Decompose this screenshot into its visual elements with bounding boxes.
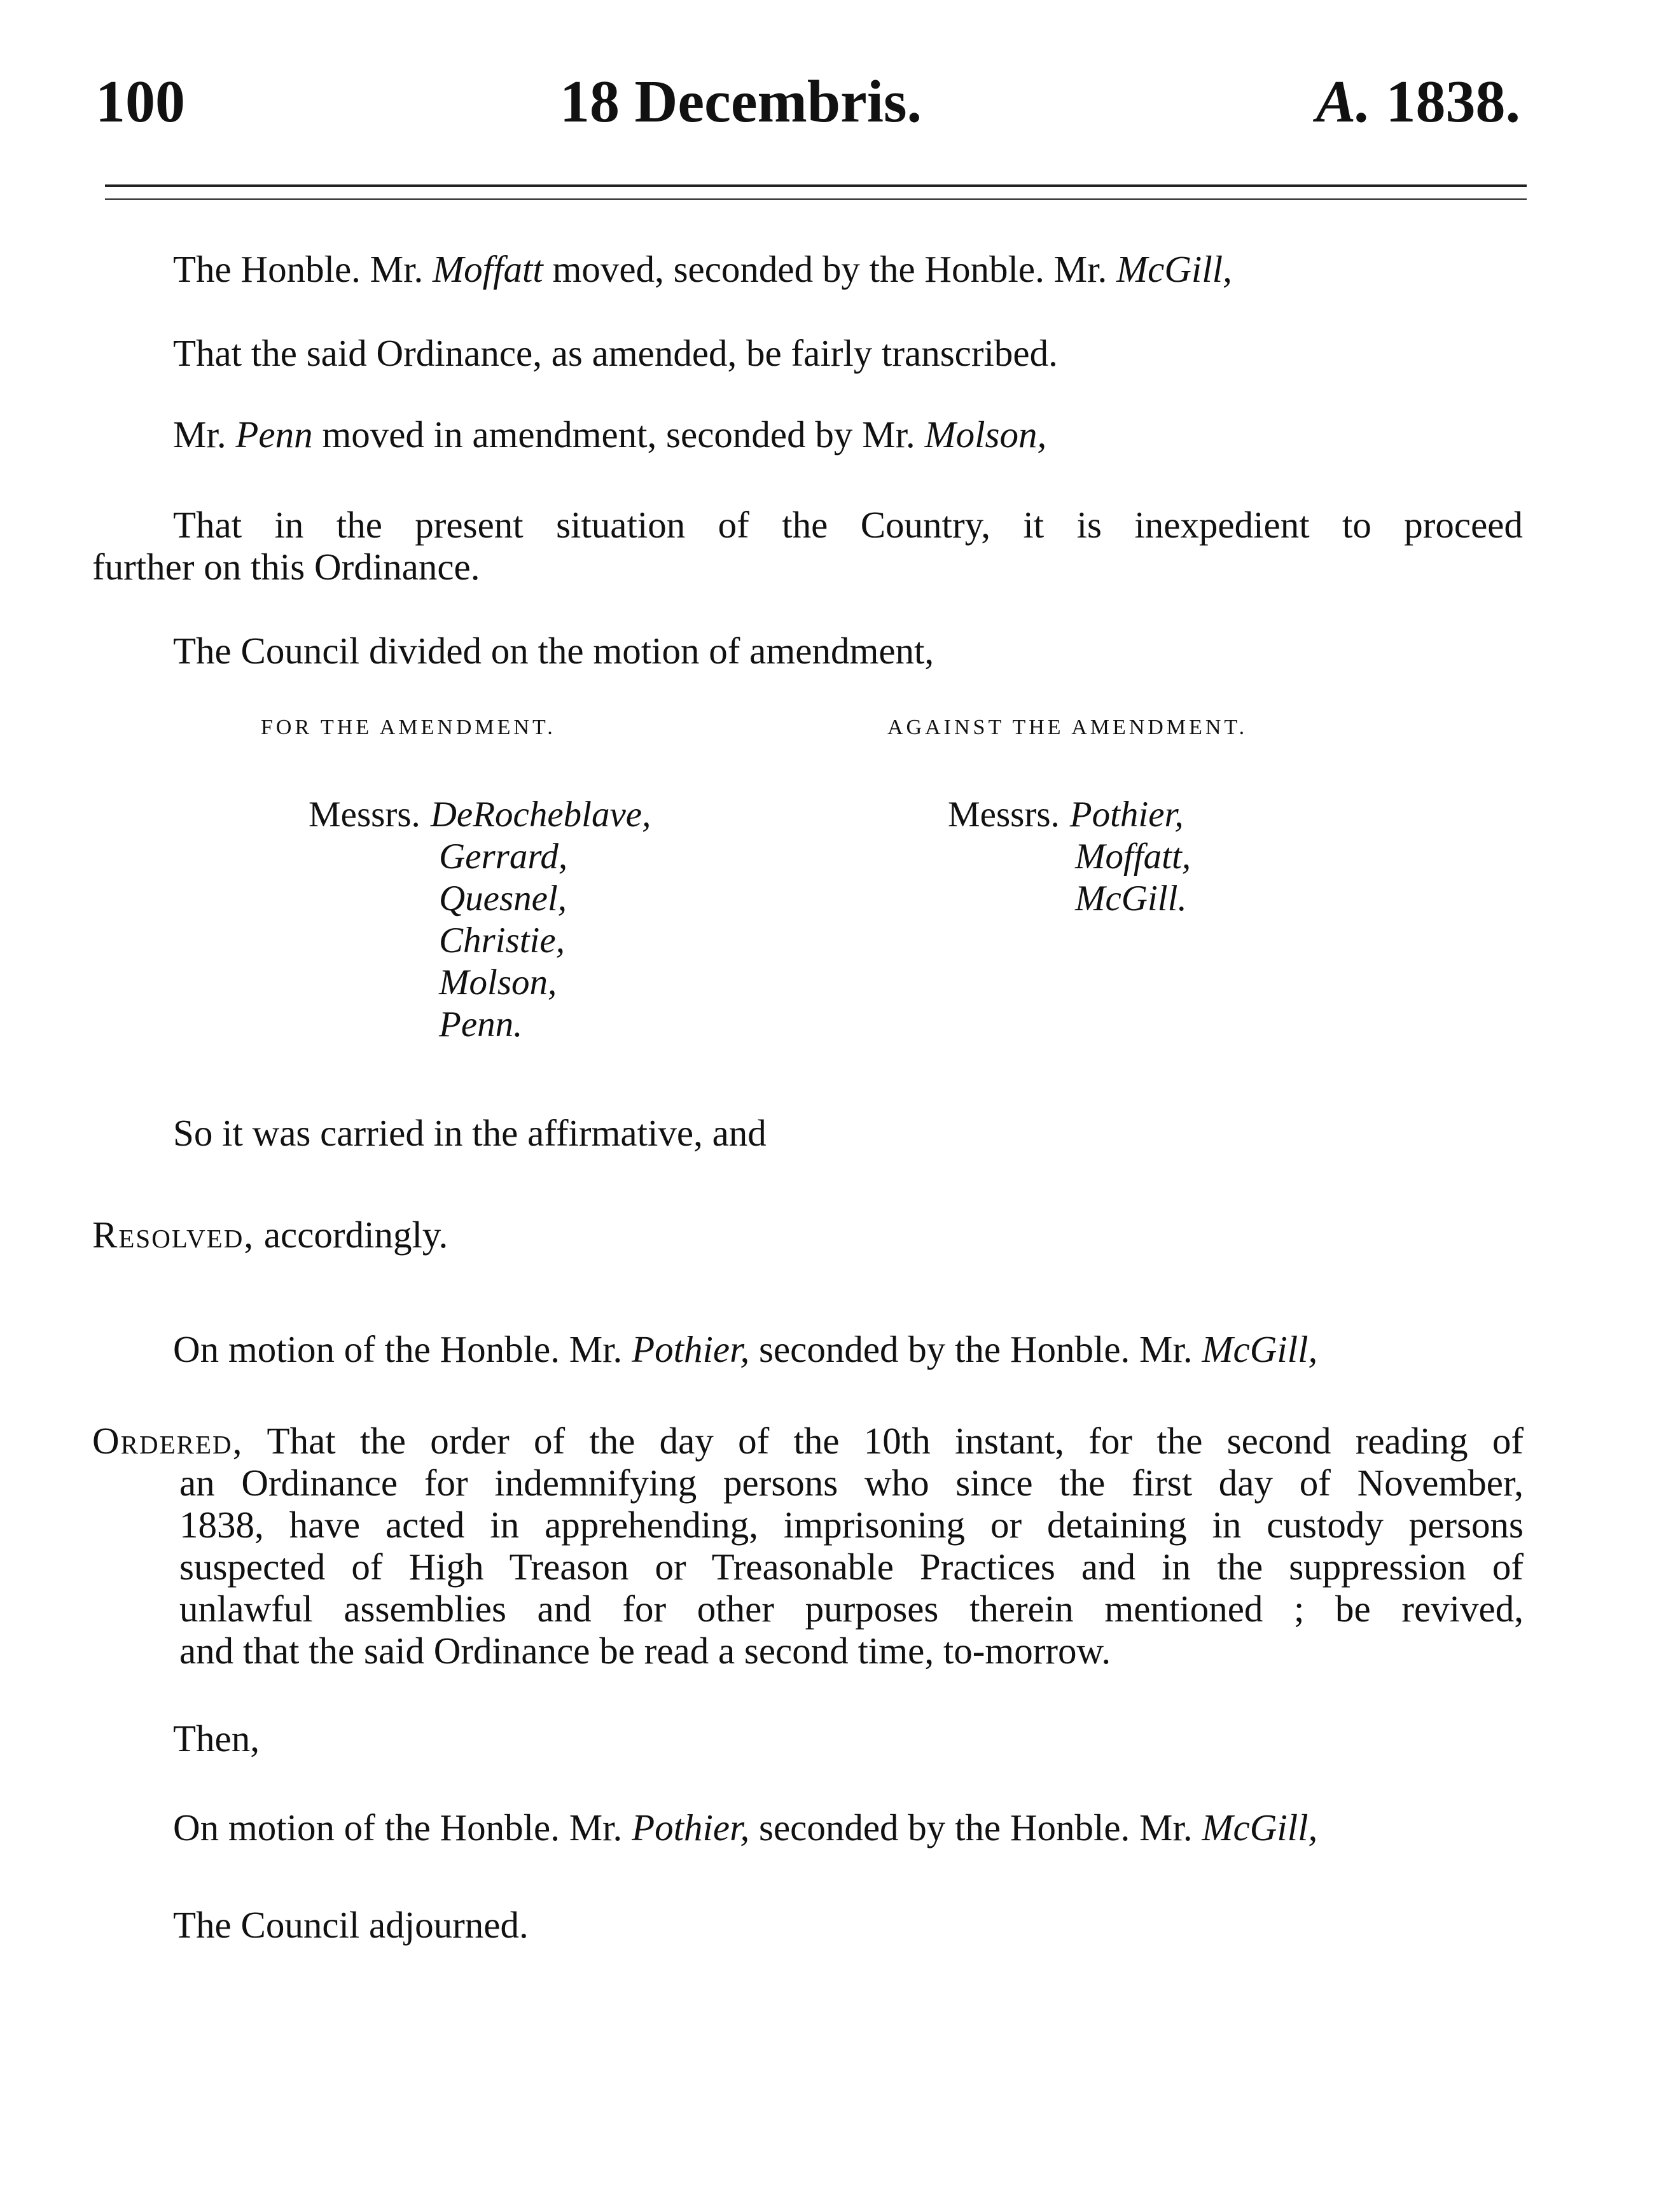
motion-moffatt: [173, 248, 1232, 290]
amendment-lead: Mr.: [173, 413, 226, 455]
amendment-seconder: Molson,: [924, 413, 1047, 455]
against-name: McGill.: [1075, 878, 1187, 919]
header-year: [1316, 67, 1520, 137]
motion-transcribe-text: That the said Ordinance, as amended, be fairly transcribed.: [173, 332, 1058, 374]
page-number: 100: [95, 69, 185, 135]
motion-lead: On motion of the Honble. Mr.: [173, 1328, 623, 1370]
motion-mover: Pothier,: [632, 1328, 750, 1370]
messrs-label: Messrs.: [309, 794, 420, 835]
division-text: The Council divided on the motion of amendment,: [173, 630, 934, 672]
ordered-line5: unlawful assemblies and for other purposes therein mentioned ; be revived,: [179, 1588, 1524, 1630]
for-amendment-list: [309, 794, 651, 1046]
motion-pothier-ordinance: [173, 1328, 1317, 1370]
ordered-line6: and that the said Ordinance be read a second time, to-morrow.: [179, 1630, 1111, 1672]
header-date: 18 Decembris.: [560, 69, 922, 135]
then-text: Then,: [173, 1717, 260, 1759]
year-prefix: A.: [1316, 69, 1371, 135]
ordered-line2: an Ordinance for indemnifying persons who since the first day of November,: [179, 1462, 1524, 1504]
for-amendment-heading: FOR THE AMENDMENT.: [261, 716, 556, 739]
against-amendment-heading: AGAINST THE AMENDMENT.: [887, 716, 1248, 739]
motion-seconder: McGill,: [1116, 248, 1232, 290]
motion-mover: Pothier,: [632, 1807, 750, 1849]
against-amendment-list: [948, 794, 1191, 920]
ordered-text: That the order of the day of the 10th instant, for the second reading of: [267, 1420, 1524, 1462]
motion-mid: seconded by the Honble. Mr.: [759, 1328, 1193, 1370]
motion-pothier-adjourn: [173, 1807, 1317, 1849]
motion-seconder: McGill,: [1202, 1807, 1318, 1849]
header-rule-bottom: [105, 198, 1527, 200]
for-name: Quesnel,: [439, 878, 567, 919]
for-name: Molson,: [439, 962, 557, 1002]
motion-seconder: McGill,: [1202, 1328, 1318, 1370]
header-rule-top: [105, 184, 1527, 187]
page-header: [95, 67, 1520, 143]
motion-mid: seconded by the Honble. Mr.: [759, 1807, 1193, 1849]
ordered-label: Ordered,: [92, 1420, 244, 1462]
resolved-label: Resolved,: [92, 1214, 255, 1256]
resolved-text: accordingly.: [263, 1214, 448, 1256]
resolved-entry: [92, 1214, 448, 1256]
against-name: Pothier,: [1069, 794, 1184, 835]
for-name: Penn.: [439, 1004, 523, 1044]
adjourned-text: The Council adjourned.: [173, 1904, 529, 1946]
motion-mover: Moffatt: [433, 248, 543, 290]
for-name: DeRocheblave,: [430, 794, 651, 835]
amendment-mid: moved in amendment, seconded by Mr.: [322, 413, 915, 455]
amendment-text-line1: That in the present situation of the Country, it is inexpedient to proceed: [173, 504, 1523, 546]
for-name: Christie,: [439, 920, 565, 961]
year-value: 1838.: [1385, 69, 1520, 135]
ordered-line4: suspected of High Treason or Treasonable Practices and in the suppression of: [179, 1546, 1524, 1588]
amendment-mover: Penn: [235, 413, 313, 455]
against-name: Moffatt,: [1075, 836, 1191, 877]
ordered-line1: [92, 1420, 1524, 1462]
motion-lead: On motion of the Honble. Mr.: [173, 1807, 623, 1849]
motion-lead: The Honble. Mr.: [173, 248, 424, 290]
ordered-entry: [92, 1420, 1524, 1672]
motion-mid: moved, seconded by the Honble. Mr.: [552, 248, 1107, 290]
ordered-line3: 1838, have acted in apprehending, imprisoning or detaining in custody persons: [179, 1504, 1524, 1546]
amendment-penn: [173, 413, 1046, 455]
for-name: Gerrard,: [439, 836, 568, 877]
carried-text: So it was carried in the affirmative, and: [173, 1112, 767, 1154]
amendment-text-line2: further on this Ordinance.: [92, 546, 480, 588]
messrs-label: Messrs.: [948, 794, 1060, 835]
